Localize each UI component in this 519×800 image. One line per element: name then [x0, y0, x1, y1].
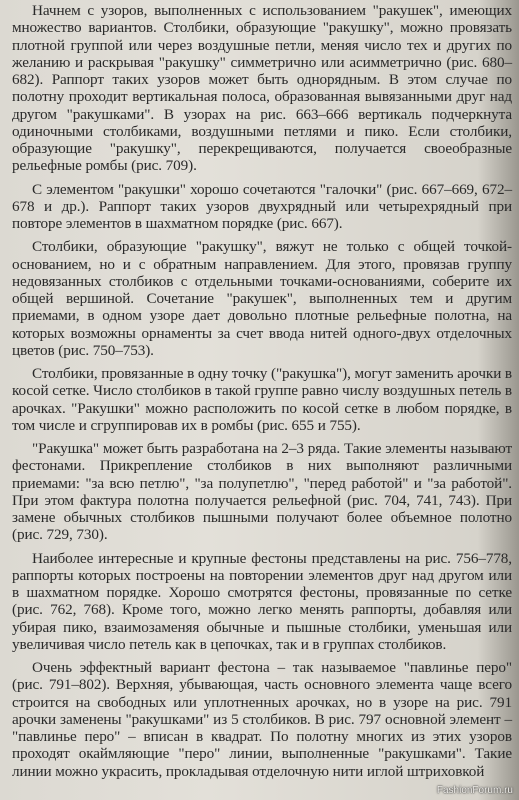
paragraph-5: "Ракушка" может быть разработана на 2–3 ряда. Такие элементы называют фестонами. Прикрепление столбиков в них выполняют различными приемами: "за всю петлю", "за полупетлю", "перед работой" и "за работой". При этом фактура полотна получается рельефной (рис. 704, 741, 743). При замене обычных столбиков пышными получают более объемное полотно (рис. 729, 730).: [12, 440, 512, 544]
watermark: FashionForum.ru: [436, 785, 513, 796]
paragraph-3: Столбики, образующие "ракушку", вяжут не только с общей точкой-основанием, но и с обратным направлением. Для этого, провязав группу недовязанных столбиков с отдельными точками-основаниями, соберите их общей вершиной. Сочетание "ракушек", выполненных тем и другим приемами, в одном узоре дает довольно плотные рельефные полотна, на которых возможны орнаменты за счет ввода нитей одного-двух отделочных цветов (рис. 750–753).: [12, 238, 512, 359]
paragraph-2: С элементом "ракушки" хорошо сочетаются "галочки" (рис. 667–669, 672–678 и др.). Раппорт таких узоров двухрядный или четырехрядный при повторе элементов в шахматном порядке (рис. 667).: [12, 180, 512, 232]
paragraph-1: Начнем с узоров, выполненных с использованием "ракушек", имеющих множество вариантов. Столбики, образующие "ракушку", можно провязать плотной группой или через воздушные петли, меняя число тех и других по желанию и раскрывая "ракушку" симметрично или асимметрично (рис. 680–682). Раппорт таких узоров может быть однорядным. В этом случае по полотну проходит вертикальная полоса, образованная вывязанными друг над другом "ракушками". В узорах на рис. 663–666 вертикаль подчеркнута одиночными столбиками, воздушными петлями и пико. Если столбики, образующие "ракушку", перекрещиваются, получается своеобразные рельефные ромбы (рис. 709).: [12, 2, 512, 175]
paragraph-6: Наиболее интересные и крупные фестоны представлены на рис. 756–778, раппорты которых построены на повторении элементов друг над другом или в шахматном порядке. Хорошо смотрятся фестоны, провязанные по сетке (рис. 762, 768). Кроме того, можно легко менять раппорты, добавляя или убирая пико, взаимозаменяя обычные и пышные столбики, уменьшая или увеличивая число петель как в цепочках, так и в группах столбиков.: [12, 549, 512, 653]
paragraph-4: Столбики, провязанные в одну точку ("ракушка"), могут заменить арочки в косой сетке. Число столбиков в такой группе равно числу воздушных петель в арочках. "Ракушки" можно расположить по косой сетке в любом порядке, в том числе и сгруппировав их в ромбы (рис. 655 и 755).: [12, 365, 513, 434]
paragraph-7: Очень эффектный вариант фестона – так называемое "павлинье перо" (рис. 791–802). Верхняя, убывающая, часть основного элемента чаще всего строится на свободных или уплотненных арочках, но в узоре на рис. 791 арочки заменены "ракушками" из 5 столбиков. В рис. 797 основной элемент – "павлинье перо" – вписан в квадрат. По полотну многих из этих узоров проходят окаймляющие "перо" линии, выполненные "ракушками". Такие линии можно украсить, прокладывая отделочную нити иглой штриховкой: [12, 659, 512, 780]
page-text: [12, 2, 512, 780]
